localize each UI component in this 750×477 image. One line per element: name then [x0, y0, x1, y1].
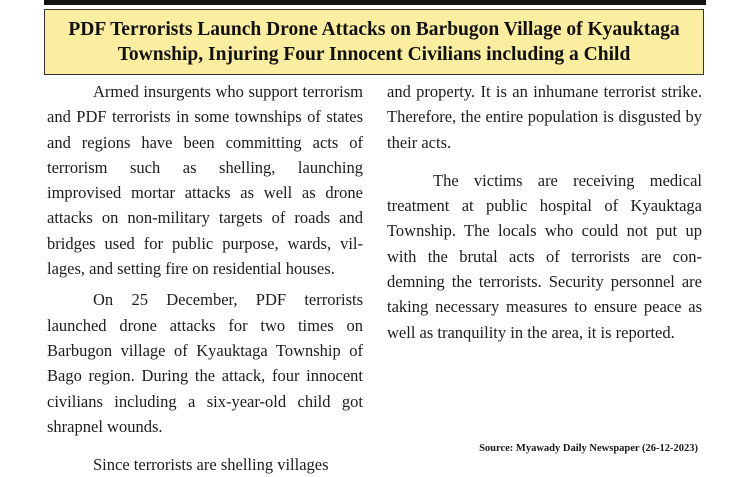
- headline-box: [44, 9, 704, 75]
- right-column: [387, 79, 702, 345]
- paragraph-drone-attack: On 25 December, PDF terrorists launched drone attacks for two times on Barbugon village of Kyauktaga Township of Bago region. During the attack, four innocent civilians including a six-year-old child got shrapnel wounds.: [47, 290, 363, 436]
- paragraph-shelling-continued: Since terrorists are shelling villages: [93, 455, 329, 475]
- top-rule: [44, 0, 706, 5]
- headline-line-2: Township, Injuring Four Innocent Civilians including a Child: [117, 44, 631, 65]
- left-column: [47, 79, 363, 477]
- paragraph-terrorism-overview: Armed insurgents who support terrorism and PDF terrorists in some townships of states and regions have been committing acts of terrorism such as shelling, launching improvised mortar attacks as well as drone attacks on non-military targets of roads and bridges used for public purpose, wards, villages, and setting fire on residential houses.: [47, 82, 363, 279]
- article-headline: [58, 17, 689, 67]
- paragraph-victims-treatment: The victims are receiving medical treatment at public hospital of Kyauktaga Township. The locals who could not put up with the brutal acts of terrorists are condemning the terrorists. Security personnel are taking necessary measures to ensure peace as well as tranquility in the area, it is reported.: [387, 170, 702, 342]
- paragraph-inhumane-strike: and property. It is an inhumane terrorist strike. Therefore, the entire population is disgusted by their acts.: [387, 82, 702, 152]
- headline-line-1: PDF Terrorists Launch Drone Attacks on Barbugon Village of Kyauktaga: [68, 19, 680, 40]
- source-credit: Source: Myawady Daily Newspaper (26-12-2023): [479, 443, 698, 454]
